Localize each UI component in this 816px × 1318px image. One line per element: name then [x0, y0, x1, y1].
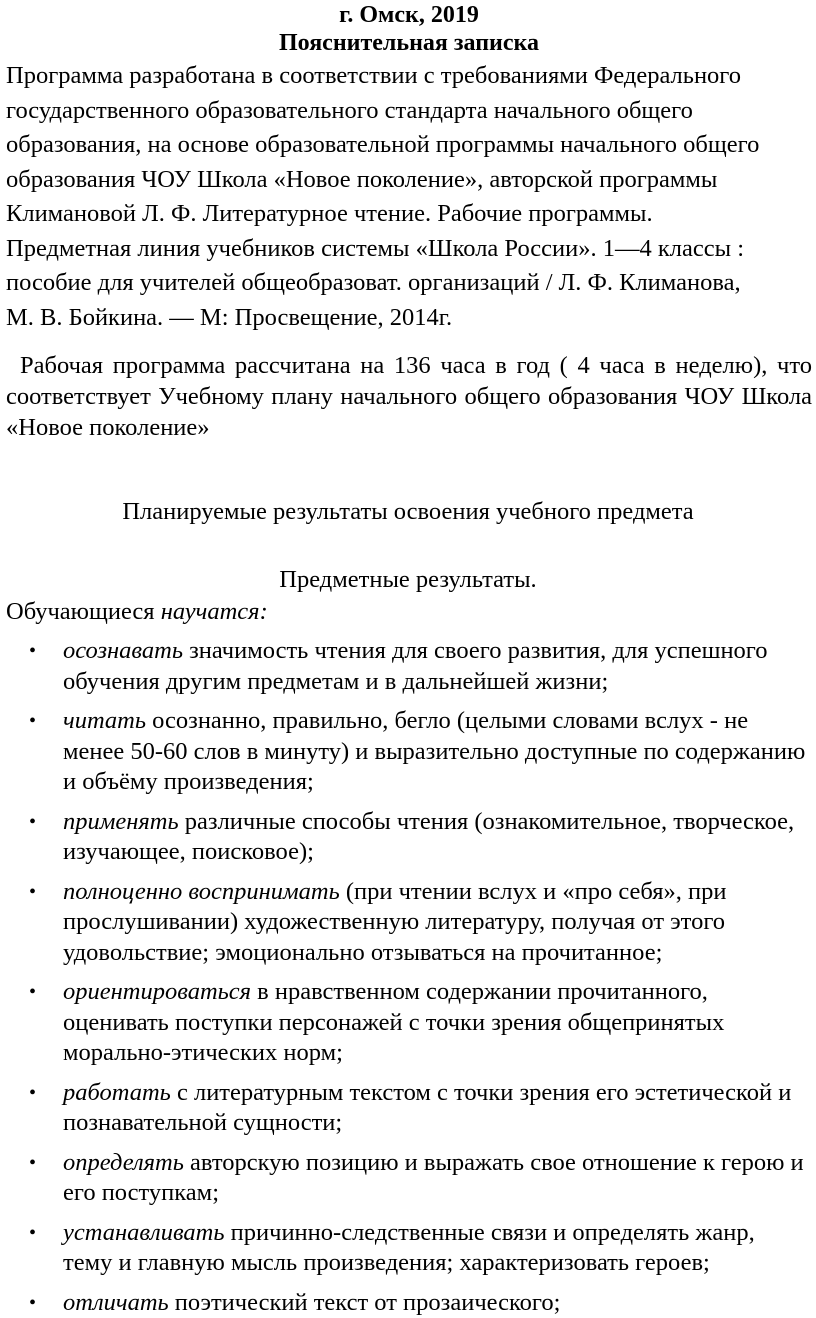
bullet-icon: •	[29, 977, 36, 1008]
bullet-icon: •	[29, 636, 36, 667]
bullet-icon: •	[29, 1148, 36, 1179]
list-item	[0, 1218, 816, 1279]
bullet-icon: •	[29, 1078, 36, 1109]
learners-emphasis: научатся:	[161, 598, 268, 625]
list-item	[0, 977, 816, 1069]
bullet-icon: •	[29, 1288, 36, 1318]
hours-text: Рабочая программа рассчитана на 136 часа в год ( 4 часа в неделю), что соответствует Учебному плану начального общего образования ЧОУ Школа «Новое поколение»	[6, 352, 812, 441]
document-title: Пояснительная записка	[0, 29, 816, 57]
bullet-icon: •	[29, 706, 36, 737]
list-item-verb: определять	[63, 1149, 184, 1176]
list-item-verb: применять	[63, 808, 179, 835]
list-item-verb: устанавливать	[63, 1219, 225, 1246]
list-item-verb: работать	[63, 1079, 171, 1106]
list-item-text: в нравственном содержании прочитанного, оценивать поступки персонажей с точки зрения общепринятых морально-этических норм;	[63, 978, 724, 1066]
hours-paragraph	[0, 350, 816, 443]
list-item-text: различные способы чтения (ознакомительное, творческое, изучающее, поисковое);	[63, 808, 794, 866]
list-item-verb: полноценно воспринимать	[63, 878, 340, 905]
list-item-text: причинно-следственные связи и определять жанр, тему и главную мысль произведения; характеризовать героев;	[63, 1219, 755, 1277]
subject-results-heading: Предметные результаты.	[0, 565, 816, 595]
bullet-icon: •	[29, 1218, 36, 1249]
list-item-text: авторскую позицию и выражать свое отношение к герою и его поступкам;	[63, 1149, 804, 1207]
planned-results-heading: Планируемые результаты освоения учебного предмета	[0, 497, 816, 527]
list-item-verb: читать	[63, 707, 146, 734]
list-item-verb: осознавать	[63, 637, 183, 664]
list-item-text: осознанно, правильно, бегло (целыми словами вслух - не менее 50-60 слов в минуту) и выразительно доступные по содержанию и объёму произведения;	[63, 707, 805, 795]
bullet-icon: •	[29, 877, 36, 908]
list-item	[0, 636, 816, 697]
list-item-text: с литературным текстом с точки зрения его эстетической и познавательной сущности;	[63, 1079, 791, 1137]
list-item	[0, 1078, 816, 1139]
list-item-text: поэтический текст от прозаического;	[169, 1289, 561, 1316]
list-item-verb: отличать	[63, 1289, 169, 1316]
list-item	[0, 877, 816, 969]
city-year-heading: г. Омск, 2019	[0, 1, 816, 29]
results-list	[0, 636, 816, 1318]
intro-paragraph: Программа разработана в соответствии с требованиями Федерального государственного образовательного стандарта начального общего образования, на основе образовательной программы начального общего образования ЧОУ Школа «Новое поколение», авторской программы Климановой Л. Ф. Литературное чтение. Рабочие программы. Предметная линия учебников системы «Школа России». 1—4 классы : пособие для учителей общеобразоват. организаций / Л. Ф. Климанова, М. В. Бойкина. — М: Просвещение, 2014г.	[0, 59, 816, 335]
learners-prefix: Обучающиеся	[6, 598, 161, 625]
list-item-verb: ориентироваться	[63, 978, 251, 1005]
learners-line	[0, 597, 816, 627]
list-item-text: (при чтении вслух и «про себя», при прослушивании) художественную литературу, получая от этого удовольствие; эмоционально отзываться на прочитанное;	[63, 878, 726, 966]
list-item	[0, 706, 816, 798]
list-item-text: значимость чтения для своего развития, для успешного обучения другим предметам и в дальнейшей жизни;	[63, 637, 768, 695]
list-item	[0, 1148, 816, 1209]
list-item	[0, 1288, 816, 1318]
list-item	[0, 807, 816, 868]
bullet-icon: •	[29, 807, 36, 838]
